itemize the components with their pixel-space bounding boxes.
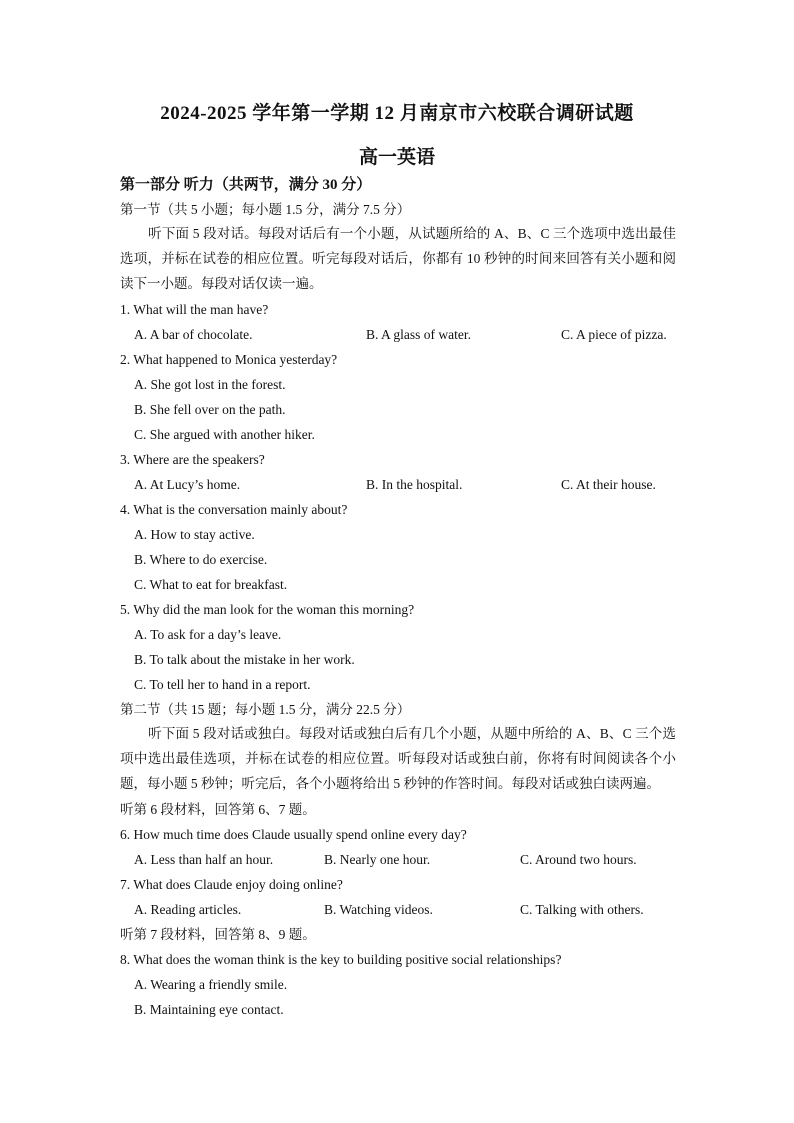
option-5a: A. To ask for a day’s leave. xyxy=(134,627,282,642)
option-4a: A. How to stay active. xyxy=(134,527,255,542)
option-2b: B. She fell over on the path. xyxy=(134,402,286,417)
question-5: 5. Why did the man look for the woman this morning? xyxy=(120,602,415,617)
question-6: 6. How much time does Claude usually spend online every day? xyxy=(120,827,467,842)
option-6a: A. Less than half an hour. xyxy=(134,852,274,867)
exam-title: 2024-2025 学年第一学期 12 月南京市六校联合调研试题 xyxy=(160,103,634,124)
section1-instructions xyxy=(120,221,676,296)
option-6b: B. Nearly one hour. xyxy=(324,852,431,867)
question-4: 4. What is the conversation mainly about? xyxy=(120,502,348,517)
question-1: 1. What will the man have? xyxy=(120,302,269,317)
option-5c: C. To tell her to hand in a report. xyxy=(134,677,311,692)
option-1a: A. A bar of chocolate. xyxy=(134,327,253,342)
option-8a: A. Wearing a friendly smile. xyxy=(134,977,288,992)
option-5b: B. To talk about the mistake in her work. xyxy=(134,652,355,667)
option-3b: B. In the hospital. xyxy=(366,477,463,492)
section2-instructions-text: 听下面 5 段对话或独白。每段对话或独白后有几个小题，从题中所给的 A、B、C 三个选项中选出最佳选项，并标在试卷的相应位置。听每段对话或独白前，你将有时间阅读各个小题，每小题 5 秒钟；听完后，各个小题将给出 5 秒钟的作答时间。每段对话或独白读两遍。 xyxy=(120,726,676,791)
option-7c: C. Talking with others. xyxy=(520,902,644,917)
option-8b: B. Maintaining eye contact. xyxy=(134,1002,284,1017)
option-1b: B. A glass of water. xyxy=(366,327,471,342)
part1-heading: 第一部分 听力（共两节，满分 30 分） xyxy=(120,177,372,193)
question-3: 3. Where are the speakers? xyxy=(120,452,265,467)
option-4b: B. Where to do exercise. xyxy=(134,552,268,567)
option-2a: A. She got lost in the forest. xyxy=(134,377,286,392)
option-3c: C. At their house. xyxy=(561,477,656,492)
question-2: 2. What happened to Monica yesterday? xyxy=(120,352,338,367)
option-1c: C. A piece of pizza. xyxy=(561,327,667,342)
section1-heading: 第一节（共 5 小题；每小题 1.5 分，满分 7.5 分） xyxy=(120,202,411,217)
option-6c: C. Around two hours. xyxy=(520,852,637,867)
option-7a: A. Reading articles. xyxy=(134,902,242,917)
material-note-6: 听第 6 段材料，回答第 6、7 题。 xyxy=(120,802,316,817)
section2-heading: 第二节（共 15 题；每小题 1.5 分，满分 22.5 分） xyxy=(120,702,411,717)
option-7b: B. Watching videos. xyxy=(324,902,433,917)
option-3a: A. At Lucy’s home. xyxy=(134,477,241,492)
question-8: 8. What does the woman think is the key to building positive social relationships? xyxy=(120,952,562,967)
exam-subtitle: 高一英语 xyxy=(358,147,435,168)
section2-instructions xyxy=(120,721,676,796)
question-7: 7. What does Claude enjoy doing online? xyxy=(120,877,343,892)
option-4c: C. What to eat for breakfast. xyxy=(134,577,288,592)
material-note-7: 听第 7 段材料，回答第 8、9 题。 xyxy=(120,927,316,942)
section1-instructions-text: 听下面 5 段对话。每段对话后有一个小题，从试题所给的 A、B、C 三个选项中选出最佳选项，并标在试卷的相应位置。听完每段对话后，你都有 10 秒钟的时间来回答有关小题和阅读下一小题。每段对话仅读一遍。 xyxy=(120,226,676,291)
option-2c: C. She argued with another hiker. xyxy=(134,427,315,442)
